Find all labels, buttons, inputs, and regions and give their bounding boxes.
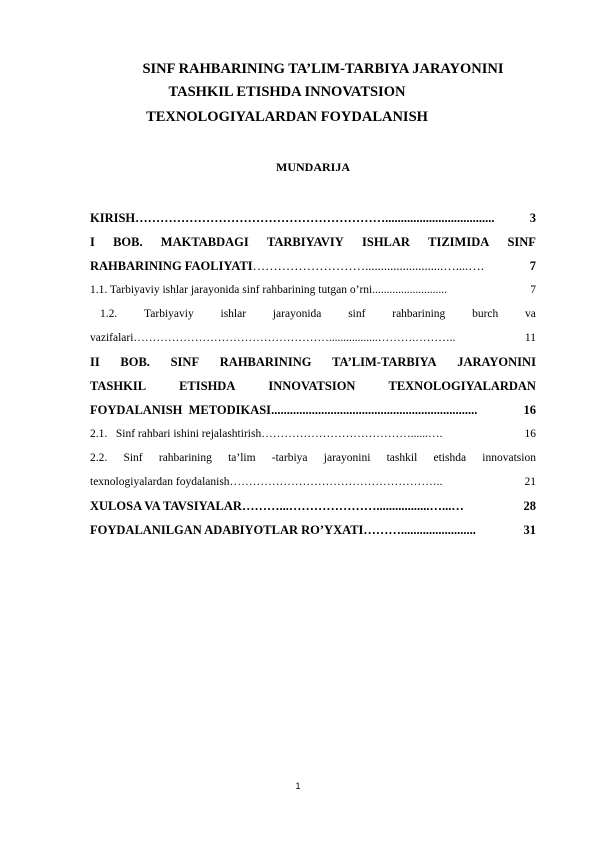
toc-entry-2-2[interactable] bbox=[90, 446, 536, 494]
toc-label-line bbox=[90, 326, 536, 350]
toc-leader: ………...………………….................…...… bbox=[241, 499, 464, 513]
toc-entry-adabiyotlar[interactable] bbox=[90, 518, 536, 542]
toc-leader: ………........................ bbox=[363, 523, 476, 537]
toc-leader: .................................................................. bbox=[271, 403, 478, 417]
toc-page: 21 bbox=[524, 476, 536, 488]
toc-label: 1.1. Tarbiyaviy ishlar jarayonida sinf rahbarining tutgan o’rni bbox=[90, 284, 373, 296]
toc-label: 2.1. Sinf rahbari ishini rejalashtirish bbox=[90, 428, 262, 440]
toc-leader: ……………………………………………….. bbox=[229, 476, 443, 488]
page-number: 1 bbox=[295, 781, 301, 791]
toc-page: 28 bbox=[523, 499, 536, 513]
toc-page: 16 bbox=[523, 403, 536, 417]
toc-leader: …………………………………......…. bbox=[261, 428, 443, 440]
toc-word: burch bbox=[472, 308, 499, 320]
table-of-contents bbox=[90, 206, 536, 542]
toc-label-line bbox=[90, 446, 536, 470]
toc-label: XULOSA VA TAVSIYALAR bbox=[90, 499, 242, 513]
contents-heading: MUNDARIJA bbox=[276, 160, 350, 174]
toc-leader: ……………………………………………………................................... bbox=[135, 211, 495, 225]
toc-word: TA’LIM-TARBIYA bbox=[332, 355, 437, 369]
toc-word: jarayonida bbox=[272, 308, 322, 320]
toc-entry-bob-1[interactable] bbox=[90, 230, 536, 278]
toc-label: KIRISH bbox=[90, 211, 136, 225]
toc-word: 2.2. bbox=[90, 452, 108, 464]
toc-word: TEXNOLOGIYALARDAN bbox=[388, 379, 536, 393]
toc-word: innovatsion bbox=[482, 452, 536, 464]
title-line-1: SINF RAHBARINING TA’LIM-TARBIYA JARAYONINI bbox=[142, 61, 504, 77]
toc-word: SINF bbox=[507, 235, 536, 249]
toc-word: Tarbiyaviy bbox=[144, 308, 194, 320]
toc-entry-1-2[interactable] bbox=[90, 302, 536, 350]
toc-word: ISHLAR bbox=[362, 235, 410, 249]
toc-word: ETISHDA bbox=[179, 379, 236, 393]
toc-label: FOYDALANILGAN ADABIYOTLAR RO’YXATI bbox=[90, 523, 364, 537]
toc-page: 7 bbox=[529, 259, 536, 273]
toc-word: RAHBARINING bbox=[219, 355, 312, 369]
toc-word: etishda bbox=[433, 452, 467, 464]
toc-word: II bbox=[90, 355, 100, 369]
toc-word: MAKTABDAGI bbox=[160, 235, 249, 249]
toc-label-line bbox=[90, 302, 536, 326]
toc-page: 11 bbox=[524, 332, 536, 344]
toc-word: jarayonini bbox=[323, 452, 371, 464]
toc-word: rahbarining bbox=[158, 452, 212, 464]
toc-word: TIZIMIDA bbox=[428, 235, 490, 249]
toc-page: 7 bbox=[530, 284, 536, 296]
toc-page: 31 bbox=[523, 523, 536, 537]
toc-leader: …………………………………………….................……….……….. bbox=[133, 332, 456, 344]
toc-word: BOB. bbox=[120, 355, 150, 369]
toc-label-line bbox=[90, 374, 536, 398]
toc-word: rahbarining bbox=[392, 308, 446, 320]
toc-label-line bbox=[90, 470, 536, 494]
toc-word: Sinf bbox=[123, 452, 143, 464]
toc-label-line bbox=[90, 254, 536, 278]
toc-word: I bbox=[90, 235, 95, 249]
toc-entry-kirish[interactable] bbox=[90, 206, 536, 230]
toc-word: JARAYONINI bbox=[457, 355, 536, 369]
toc-leader: .......................... bbox=[372, 284, 448, 296]
toc-label: vazifalari bbox=[90, 332, 134, 344]
toc-word: ishlar bbox=[220, 308, 247, 320]
toc-entry-1-1[interactable] bbox=[90, 278, 536, 302]
toc-word: INNOVATSION bbox=[268, 379, 356, 393]
toc-word: 1.2. bbox=[100, 308, 118, 320]
toc-label: texnologiyalardan foydalanish bbox=[90, 476, 230, 488]
toc-word: BOB. bbox=[113, 235, 143, 249]
toc-word: TASHKIL bbox=[90, 379, 147, 393]
toc-leader: ……………………….........................…....…. bbox=[252, 259, 484, 273]
title-line-2: TASHKIL ETISHDA INNOVATSION bbox=[168, 84, 406, 100]
toc-word: TARBIYAVIY bbox=[266, 235, 344, 249]
toc-entry-xulosa[interactable] bbox=[90, 494, 536, 518]
title-line-3: TEXNOLOGIYALARDAN FOYDALANISH bbox=[146, 109, 428, 125]
toc-label-line bbox=[90, 350, 536, 374]
toc-entry-bob-2[interactable] bbox=[90, 350, 536, 422]
toc-page: 3 bbox=[529, 211, 536, 225]
toc-word: tashkil bbox=[386, 452, 418, 464]
toc-label: RAHBARINING FAOLIYATI bbox=[90, 259, 253, 273]
toc-label-line bbox=[90, 398, 536, 422]
toc-word: va bbox=[525, 308, 536, 320]
toc-word: SINF bbox=[170, 355, 200, 369]
toc-page: 16 bbox=[524, 428, 536, 440]
toc-word: sinf bbox=[348, 308, 366, 320]
toc-word: -tarbiya bbox=[271, 452, 308, 464]
toc-word: ta’lim bbox=[228, 452, 256, 464]
toc-entry-2-1[interactable] bbox=[90, 422, 536, 446]
toc-label-line bbox=[90, 230, 536, 254]
toc-label: FOYDALANISH METODIKASI bbox=[90, 403, 272, 417]
